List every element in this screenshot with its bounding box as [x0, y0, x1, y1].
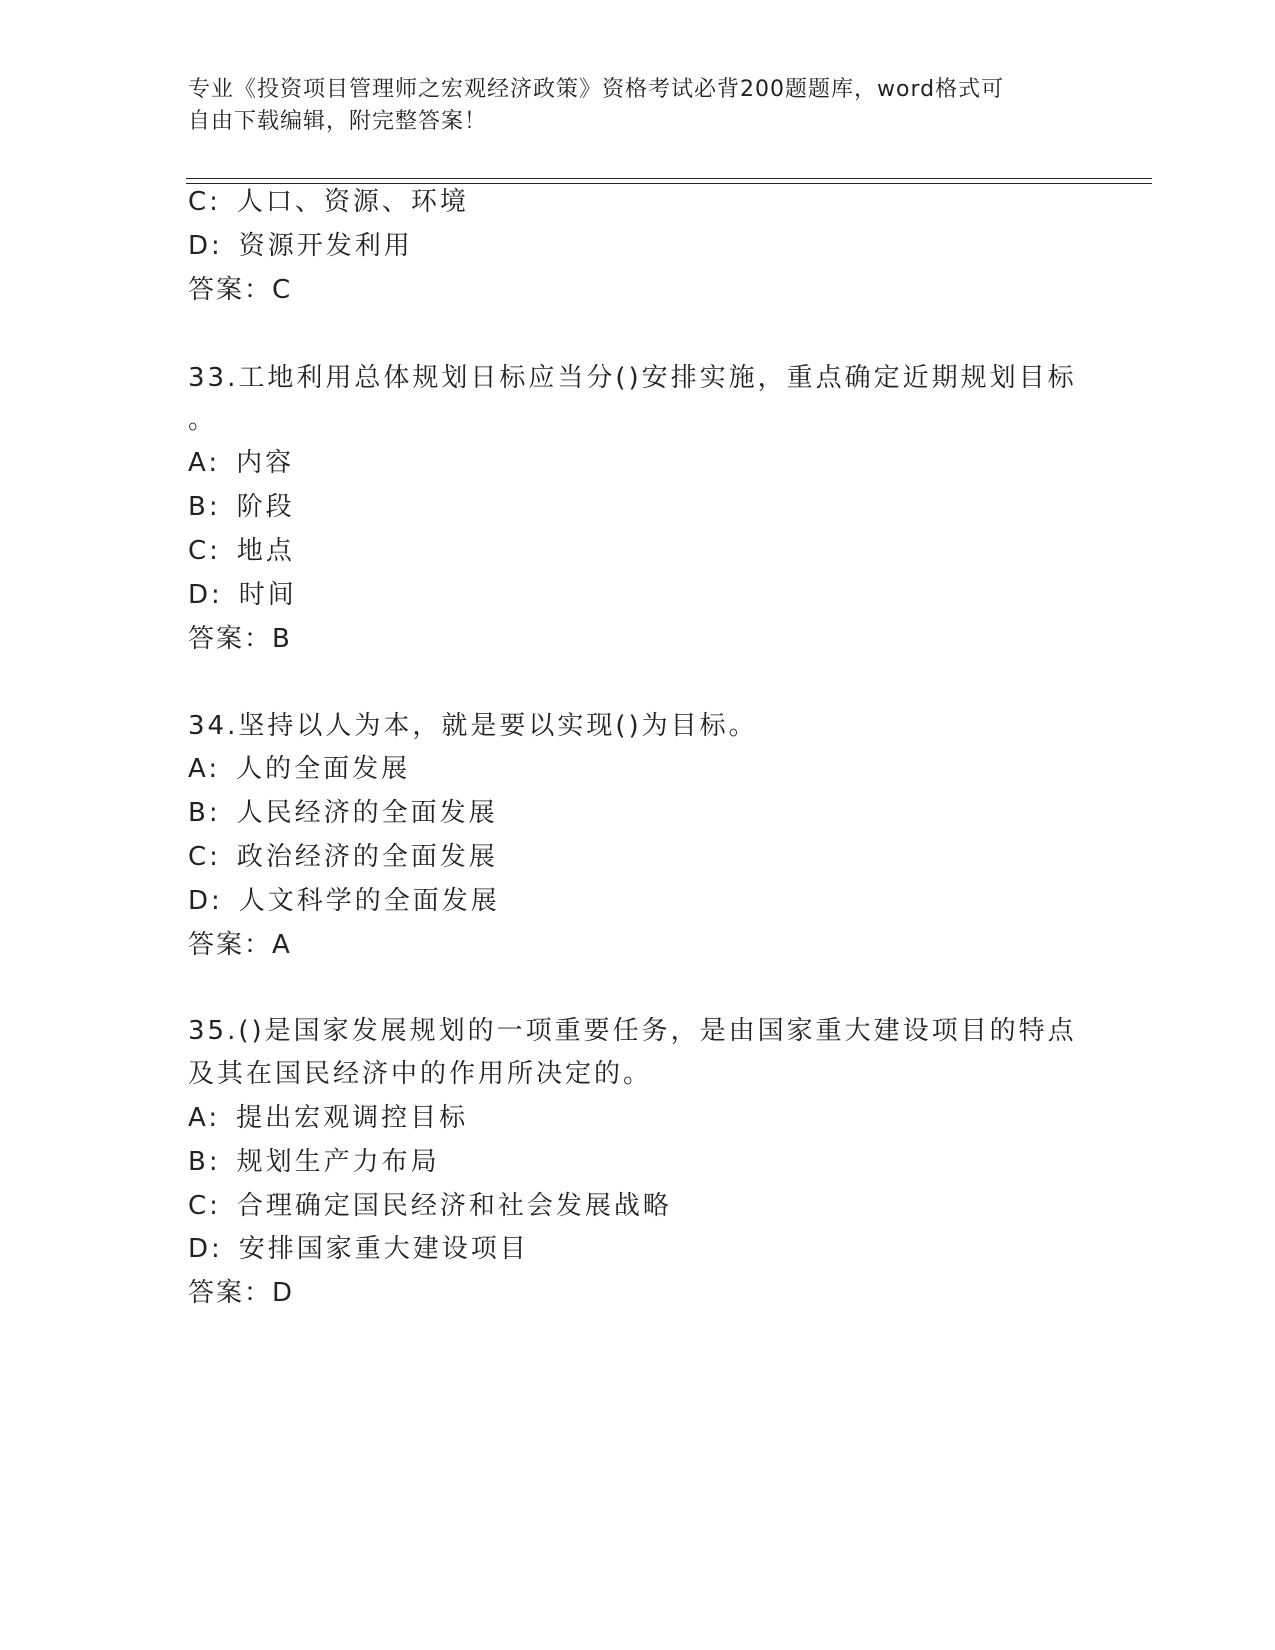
header-rule-bottom [186, 183, 1152, 184]
q34-option-a [188, 753, 410, 785]
option-key: D: [188, 1234, 223, 1264]
answer-label: 答案： [188, 1278, 273, 1308]
option-text: 政治经济的全面发展 [236, 842, 498, 872]
q32-option-d [188, 230, 413, 262]
option-key: B: [188, 1147, 221, 1177]
answer-value: D [272, 1278, 293, 1308]
option-text: 时间 [238, 580, 297, 610]
option-text: 人文科学的全面发展 [238, 886, 500, 916]
option-key: C: [188, 536, 221, 566]
q33-stem-line-1: 33.工地利用总体规划日标应当分()安排实施，重点确定近期规划目标 [188, 363, 1077, 393]
q34-option-b [188, 797, 498, 829]
q32-answer [188, 274, 290, 306]
q34-stem-line-1: 34.坚持以人为本，就是要以实现()为目标。 [188, 711, 758, 741]
q34-option-c [188, 841, 498, 873]
header-rule-top [186, 178, 1152, 179]
option-key: C: [188, 1191, 221, 1221]
q33-option-d [188, 579, 297, 611]
q35-stem-line-2: 及其在国民经济中的作用所决定的。 [188, 1059, 653, 1089]
q33-stem-line-2: 。 [188, 405, 218, 435]
option-text: 资源开发利用 [238, 231, 413, 261]
q35-answer [188, 1277, 292, 1309]
q35-stem-line-1: 35.()是国家发展规划的一项重要任务，是由国家重大建设项目的特点 [188, 1016, 1077, 1046]
answer-label: 答案： [188, 275, 273, 305]
header-line-1: 专业《投资项目管理师之宏观经济政策》资格考试必背200题题库，word格式可 [188, 77, 1005, 102]
answer-value: A [272, 930, 290, 960]
q35-option-b [188, 1146, 440, 1178]
option-key: C: [188, 187, 221, 217]
option-key: D: [188, 886, 223, 916]
q35-option-c [188, 1190, 672, 1222]
option-text: 安排国家重大建设项目 [238, 1234, 529, 1264]
option-key: D: [188, 231, 223, 261]
option-key: A: [188, 448, 221, 478]
option-text: 人的全面发展 [236, 754, 411, 784]
option-key: B: [188, 492, 221, 522]
option-text: 合理确定国民经济和社会发展战略 [236, 1191, 672, 1221]
header-line-2: 自由下载编辑，附完整答案！ [188, 109, 488, 134]
option-text: 人口、资源、环境 [236, 187, 469, 217]
answer-value: C [272, 275, 291, 305]
option-text: 提出宏观调控目标 [236, 1103, 469, 1133]
option-text: 地点 [236, 536, 295, 566]
option-text: 人民经济的全面发展 [236, 798, 498, 828]
option-text: 阶段 [236, 492, 295, 522]
option-key: B: [188, 798, 221, 828]
option-key: A: [188, 754, 221, 784]
document-header [188, 74, 1068, 138]
option-text: 规划生产力布局 [236, 1147, 440, 1177]
answer-label: 答案： [188, 930, 273, 960]
q33-option-b [188, 491, 295, 523]
q35-option-d [188, 1233, 529, 1265]
q32-option-c [188, 186, 469, 218]
q33-answer [188, 623, 290, 655]
option-key: D: [188, 580, 223, 610]
q34-option-d [188, 885, 500, 917]
q33-option-a [188, 447, 294, 479]
q34-answer [188, 929, 290, 961]
q33-option-c [188, 535, 295, 567]
option-key: A: [188, 1103, 221, 1133]
option-key: C: [188, 842, 221, 872]
answer-label: 答案： [188, 624, 273, 654]
option-text: 内容 [236, 448, 295, 478]
answer-value: B [272, 624, 290, 654]
q35-option-a [188, 1102, 468, 1134]
